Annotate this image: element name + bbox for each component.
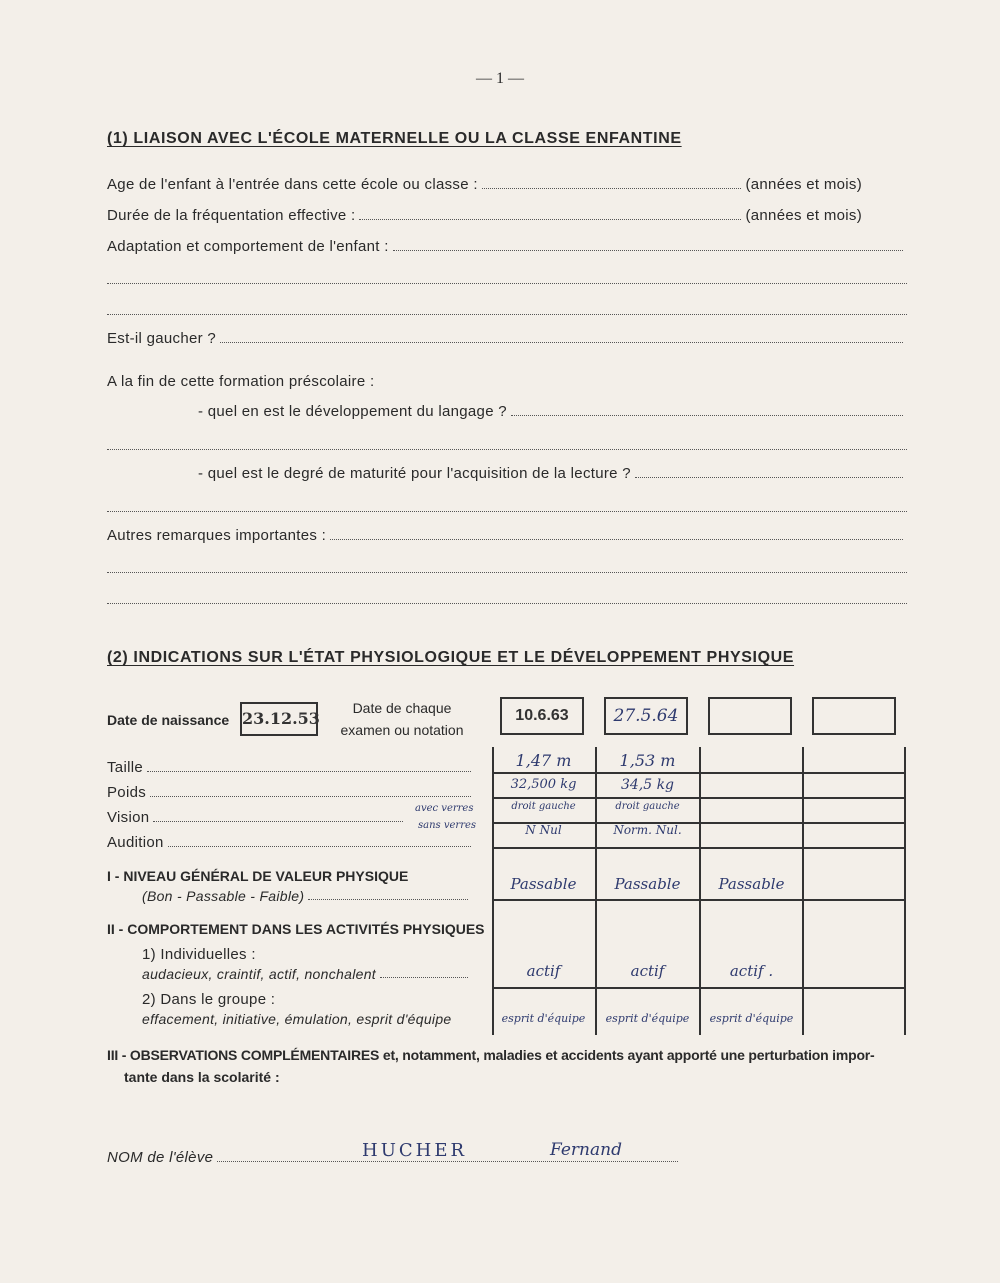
age-entree-row <box>107 176 862 193</box>
vision-sans-value-2[interactable]: Norm. Nul. <box>613 823 682 837</box>
exam-date-2[interactable]: 27.5.64 <box>604 697 688 735</box>
adaptation-row <box>107 238 907 255</box>
grid-vline-5 <box>904 747 906 1035</box>
grid-hline-5 <box>492 899 906 901</box>
gaucher-field[interactable] <box>220 341 903 343</box>
duree-row <box>107 207 862 224</box>
groupe-value-1[interactable]: esprit d'équipe <box>501 1012 586 1025</box>
niveau-value-2[interactable]: Passable <box>614 875 681 893</box>
indiv-label: 1) Individuelles : <box>142 946 256 963</box>
poids-label: Poids <box>107 784 147 801</box>
remarques-field[interactable] <box>330 538 903 540</box>
maturite-label: - quel est le degré de maturité pour l'acquisition de la lecture ? <box>198 465 631 482</box>
grid-vline-4 <box>802 747 804 1035</box>
niveau-value-3[interactable]: Passable <box>718 875 785 893</box>
groupe-sub: effacement, initiative, émulation, esprit d'équipe <box>142 1011 452 1027</box>
taille-value-2[interactable]: 1,53 m <box>619 751 676 770</box>
physical-grid <box>492 747 906 1035</box>
adaptation-label: Adaptation et comportement de l'enfant : <box>107 238 389 255</box>
age-entree-field[interactable] <box>482 187 742 189</box>
poids-value-1[interactable]: 32,500 kg <box>510 777 577 792</box>
taille-dots <box>147 770 471 772</box>
poids-dots <box>150 795 471 797</box>
audition-dots <box>168 845 471 847</box>
exam-date-3[interactable] <box>708 697 792 735</box>
nom-eleve-value[interactable]: HUCHER <box>362 1140 468 1161</box>
duree-field[interactable] <box>359 218 741 220</box>
exam-date-4[interactable] <box>812 697 896 735</box>
comportement-title: II - COMPORTEMENT DANS LES ACTIVITÉS PHYSIQUES <box>107 921 485 937</box>
vision-sans-value-1[interactable]: N Nul <box>525 823 562 837</box>
prenom-eleve-value[interactable]: Fernand <box>550 1140 622 1160</box>
vision-label: Vision <box>107 809 150 826</box>
audition-row <box>107 834 475 851</box>
grid-vline-2 <box>595 747 597 1035</box>
duree-label: Durée de la fréquentation effective : <box>107 207 356 224</box>
langage-row <box>198 403 907 420</box>
niveau-value-1[interactable]: Passable <box>510 875 577 893</box>
observations-line-2: tante dans la scolarité : <box>124 1069 280 1085</box>
remarques-label: Autres remarques importantes : <box>107 527 327 544</box>
grid-vline-1 <box>492 747 494 1035</box>
section2-title: (2) INDICATIONS SUR L'ÉTAT PHYSIOLOGIQUE ET LE DÉVELOPPEMENT PHYSIQUE <box>107 649 795 666</box>
remarques-line-2[interactable] <box>107 571 907 573</box>
section1-title: (1) LIAISON AVEC L'ÉCOLE MATERNELLE OU LA CLASSE ENFANTINE <box>107 130 682 147</box>
taille-row <box>107 759 475 776</box>
niveau-dots <box>308 898 468 900</box>
indiv-sub: audacieux, craintif, actif, nonchalent <box>142 966 376 982</box>
remarques-row <box>107 527 907 544</box>
remarques-line-3[interactable] <box>107 602 907 604</box>
examen-label-1: Date de chaque <box>352 700 452 716</box>
langage-label: - quel en est le développement du langage ? <box>198 403 507 420</box>
adaptation-line-2[interactable] <box>107 282 907 284</box>
indiv-value-3[interactable]: actif . <box>729 962 774 980</box>
maturite-field[interactable] <box>635 476 903 478</box>
grid-hline-6 <box>492 987 906 989</box>
age-entree-suffix: (années et mois) <box>745 176 862 193</box>
exam-date-1[interactable]: 10.6.63 <box>500 697 584 735</box>
vision-dots <box>153 820 403 822</box>
poids-value-2[interactable]: 34,5 kg <box>620 777 675 793</box>
adaptation-field[interactable] <box>393 249 903 251</box>
maturite-line-2[interactable] <box>107 510 907 512</box>
vision-avec-verres: avec verres <box>415 803 474 814</box>
indiv-value-2[interactable]: actif <box>630 962 665 980</box>
examen-label-2: examen ou notation <box>340 722 464 738</box>
observations-line-1: III - OBSERVATIONS COMPLÉMENTAIRES et, notamment, maladies et accidents ayant apporté une perturbation impor- <box>107 1047 875 1063</box>
niveau-sub-row <box>142 888 472 904</box>
audition-label: Audition <box>107 834 164 851</box>
vision-avec-value-2[interactable]: droit gauche <box>615 801 680 812</box>
age-entree-label: Age de l'enfant à l'entrée dans cette école ou classe : <box>107 176 478 193</box>
poids-row <box>107 784 475 801</box>
adaptation-line-3[interactable] <box>107 313 907 315</box>
grid-vline-3 <box>699 747 701 1035</box>
vision-sans-verres: sans verres <box>418 820 477 831</box>
grid-hline-1 <box>492 772 906 774</box>
page-number: — 1 — <box>476 70 524 87</box>
gaucher-label: Est-il gaucher ? <box>107 330 217 347</box>
gaucher-row <box>107 330 907 347</box>
fin-formation-label: A la fin de cette formation préscolaire : <box>107 373 375 390</box>
vision-row <box>107 809 407 826</box>
niveau-title: I - NIVEAU GÉNÉRAL DE VALEUR PHYSIQUE <box>107 868 409 884</box>
groupe-label: 2) Dans le groupe : <box>142 991 276 1008</box>
niveau-sub: (Bon - Passable - Faible) <box>142 888 305 904</box>
maturite-row <box>198 465 907 482</box>
indiv-value-1[interactable]: actif <box>526 962 561 980</box>
taille-value-1[interactable]: 1,47 m <box>515 751 572 770</box>
groupe-value-3[interactable]: esprit d'équipe <box>709 1012 794 1025</box>
langage-field[interactable] <box>511 414 903 416</box>
grid-hline-4 <box>492 847 906 849</box>
taille-label: Taille <box>107 759 143 776</box>
indiv-sub-row <box>142 966 472 982</box>
nom-eleve-label: NOM de l'élève <box>107 1149 214 1166</box>
langage-line-2[interactable] <box>107 448 907 450</box>
naissance-value[interactable]: 23.12.53 <box>240 702 318 736</box>
grid-hline-2 <box>492 797 906 799</box>
vision-avec-value-1[interactable]: droit gauche <box>511 801 576 812</box>
groupe-value-2[interactable]: esprit d'équipe <box>605 1012 690 1025</box>
duree-suffix: (années et mois) <box>745 207 862 224</box>
naissance-label: Date de naissance <box>107 712 230 728</box>
indiv-dots <box>380 976 468 978</box>
